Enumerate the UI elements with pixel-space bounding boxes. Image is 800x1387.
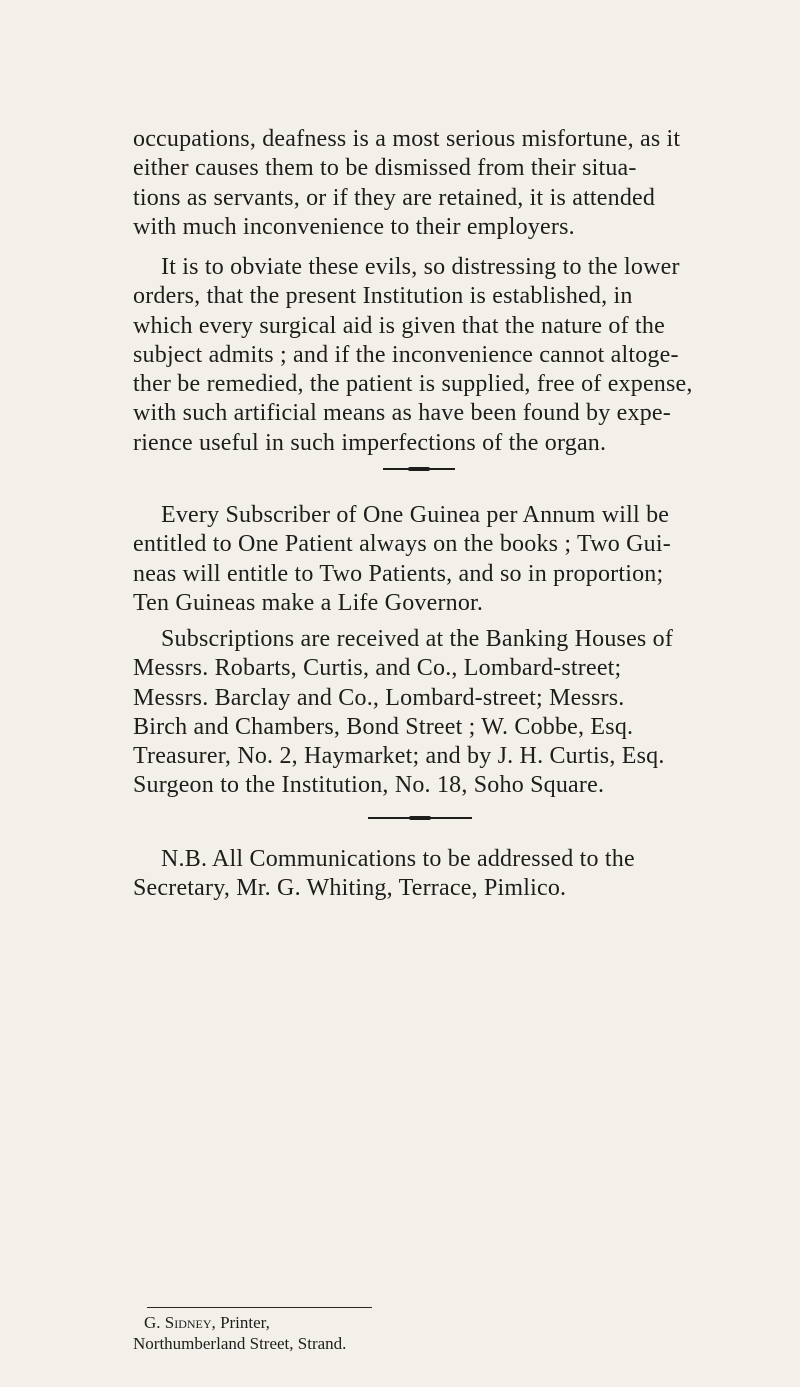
text-line: entitled to One Patient always on the books ; Two Gui- <box>133 531 671 558</box>
text-line: neas will entitle to Two Patients, and so in proportion; <box>133 560 664 587</box>
imprint-rule <box>147 1307 372 1308</box>
text-line: either causes them to be dismissed from their situa- <box>133 155 637 182</box>
text-line: orders, that the present Institution is established, in <box>133 283 633 310</box>
imprint-address: Northumberland Street, Strand. <box>133 1334 347 1353</box>
text-line: subject admits ; and if the inconvenience cannot altoge- <box>133 341 679 368</box>
text-line: Ten Guineas make a Life Governor. <box>133 589 484 616</box>
text-line: tions as servants, or if they are retained, it is attended <box>133 184 656 211</box>
text-line: occupations, deafness is a most serious misfortune, as it <box>133 126 681 152</box>
imprint-line <box>133 1312 346 1333</box>
section-divider <box>368 817 472 819</box>
text-line: with much inconvenience to their employers. <box>133 213 575 240</box>
text-line: Every Subscriber of One Guinea per Annum will be <box>161 502 670 528</box>
text-line: It is to obviate these evils, so distressing to the lower <box>161 254 680 280</box>
paragraph-subscriber <box>133 501 733 618</box>
text-line: Messrs. Barclay and Co., Lombard-street; Messrs. <box>133 684 625 711</box>
text-line: with such artificial means as have been found by expe- <box>133 400 671 427</box>
printer-title: Printer, <box>215 1313 270 1332</box>
section-divider <box>383 468 455 470</box>
text-line: N.B. All Communications to be addressed to the <box>161 846 635 872</box>
text-line: Birch and Chambers, Bond Street ; W. Cobbe, Esq. <box>133 713 634 740</box>
paragraph-occupations <box>133 125 733 242</box>
text-line: Secretary, Mr. G. Whiting, Terrace, Pimlico. <box>133 875 567 902</box>
text-line: ther be remedied, the patient is supplied, free of expense, <box>133 371 693 398</box>
text-line: rience useful in such imperfections of the organ. <box>133 429 607 456</box>
printer-name: G. Sidney, <box>144 1313 216 1332</box>
printer-imprint <box>133 1312 346 1354</box>
paragraph-nb-communications <box>133 845 733 904</box>
text-line: Messrs. Robarts, Curtis, and Co., Lombard-street; <box>133 655 622 682</box>
paragraph-institution <box>133 253 733 458</box>
text-line: which every surgical aid is given that the nature of the <box>133 312 665 339</box>
text-line: Subscriptions are received at the Banking Houses of <box>161 626 674 652</box>
text-line: Surgeon to the Institution, No. 18, Soho Square. <box>133 772 605 799</box>
text-line: Treasurer, No. 2, Haymarket; and by J. H. Curtis, Esq. <box>133 743 665 770</box>
paragraph-subscriptions <box>133 625 733 801</box>
